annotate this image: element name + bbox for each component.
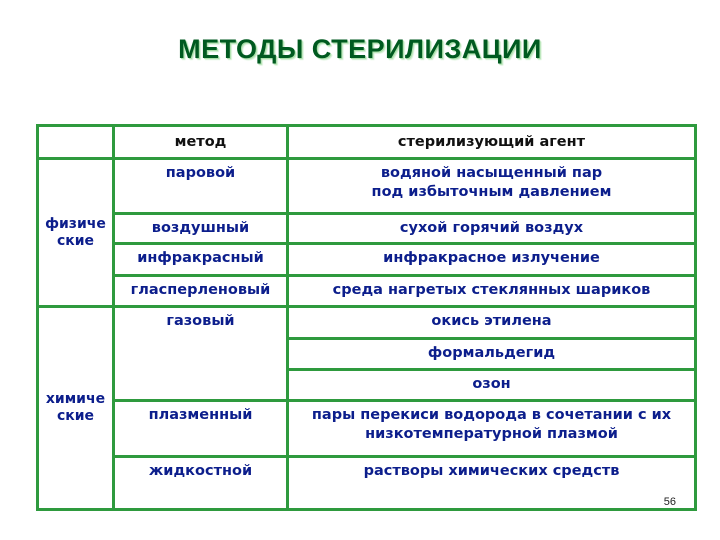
method-cell: инфракрасный (114, 244, 288, 276)
slide-number: 56 (663, 496, 676, 508)
method-cell: гласперленовый (114, 276, 288, 307)
agent-cell (288, 401, 696, 457)
table-row (38, 244, 696, 276)
agent-cell: среда нагретых стеклянных шариков (288, 276, 696, 307)
method-cell: газовый (114, 307, 288, 401)
method-cell: плазменный (114, 401, 288, 457)
agent-line: пары перекиси водорода в сочетании с их (311, 407, 672, 423)
header-agent: стерилизующий агент (288, 126, 696, 159)
agent-cell: сухой горячий воздух (288, 214, 696, 244)
agent-cell: озон (288, 370, 696, 401)
method-cell: жидкостной (114, 457, 288, 510)
agent-cell: формальдегид (288, 339, 696, 370)
agent-cell: растворы химических средств (288, 457, 696, 510)
method-cell: паровой (114, 159, 288, 214)
table-header-row (38, 126, 696, 159)
method-cell: воздушный (114, 214, 288, 244)
table-row (38, 159, 696, 214)
agent-line: водяной насыщенный пар (380, 165, 603, 181)
group-label-line: химиче (45, 391, 106, 407)
table-row (38, 214, 696, 244)
corner-cell (38, 126, 114, 159)
agent-line: низкотемпературной плазмой (365, 426, 618, 442)
table-row (38, 401, 696, 457)
group-chemical (38, 307, 114, 510)
group-label-line: физиче (45, 215, 106, 232)
agent-cell: инфракрасное излучение (288, 244, 696, 276)
table-row (38, 457, 696, 510)
header-method: метод (114, 126, 288, 159)
agent-cell (288, 159, 696, 214)
group-label-line: ские (56, 232, 95, 249)
agent-cell: окись этилена (288, 307, 696, 339)
table-row (38, 307, 696, 339)
sterilization-methods-table (36, 124, 697, 511)
page-title: МЕТОДЫ СТЕРИЛИЗАЦИИ (178, 34, 542, 64)
group-physical (38, 159, 114, 307)
group-label-line: ские (56, 408, 95, 424)
agent-line: под избыточным давлением (371, 184, 612, 200)
table-row (38, 276, 696, 307)
